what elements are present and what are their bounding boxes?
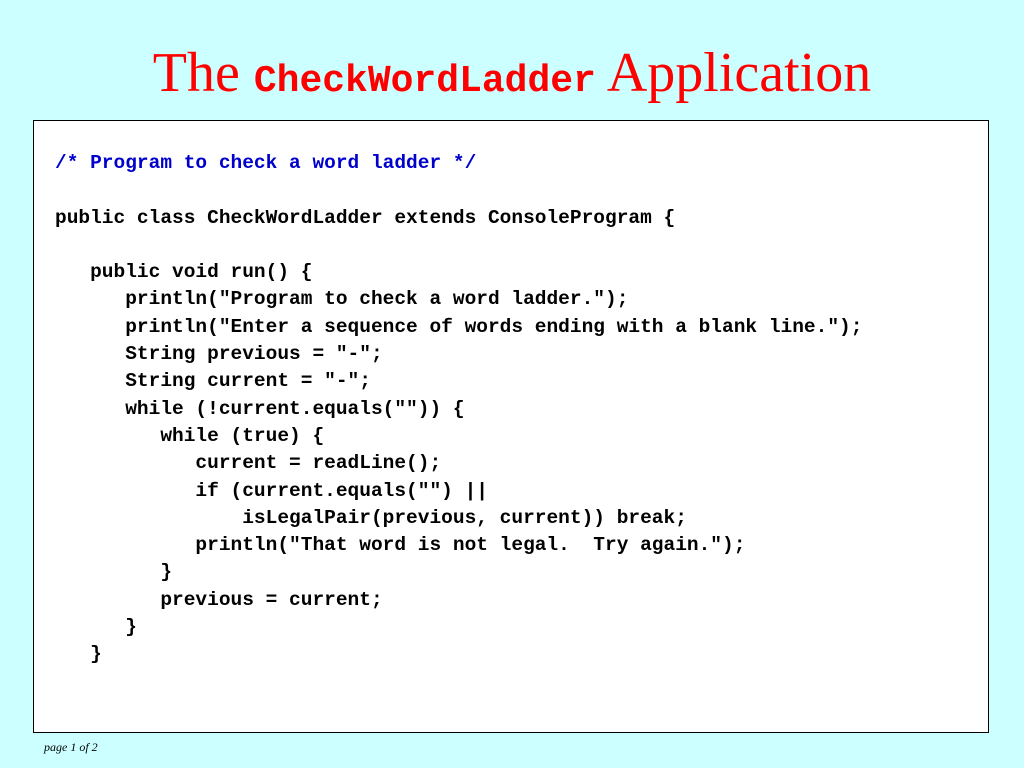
code-line: String current = "-";	[55, 370, 371, 393]
code-comment-line: /* Program to check a word ladder */	[55, 152, 477, 174]
code-line: String previous = "-";	[55, 343, 383, 366]
code-line: }	[55, 561, 173, 584]
code-line	[55, 232, 862, 259]
code-line	[55, 177, 862, 204]
title-class-name: CheckWordLadder	[253, 60, 596, 103]
code-line: current = readLine();	[55, 452, 442, 475]
code-line: isLegalPair(previous, current)) break;	[55, 506, 687, 529]
code-listing	[55, 150, 862, 669]
code-line: }	[55, 616, 137, 639]
code-line: println("Program to check a word ladder.");	[55, 288, 629, 311]
title-prefix: The	[152, 42, 254, 104]
code-line: while (true) {	[55, 424, 325, 447]
code-line: println("That word is not legal. Try again.");	[55, 534, 746, 557]
code-line: previous = current;	[55, 588, 383, 611]
title-suffix: Application	[595, 42, 872, 104]
code-line: public class CheckWordLadder extends ConsoleProgram {	[55, 206, 676, 229]
code-panel	[33, 120, 989, 733]
slide-title	[0, 38, 1024, 122]
code-line: while (!current.equals("")) {	[55, 397, 465, 420]
code-line: }	[55, 643, 102, 666]
code-line: if (current.equals("") ||	[55, 479, 488, 502]
code-line: println("Enter a sequence of words ending with a blank line.");	[55, 315, 863, 338]
code-line: public void run() {	[55, 261, 313, 284]
page-indicator: page 1 of 2	[44, 740, 98, 754]
